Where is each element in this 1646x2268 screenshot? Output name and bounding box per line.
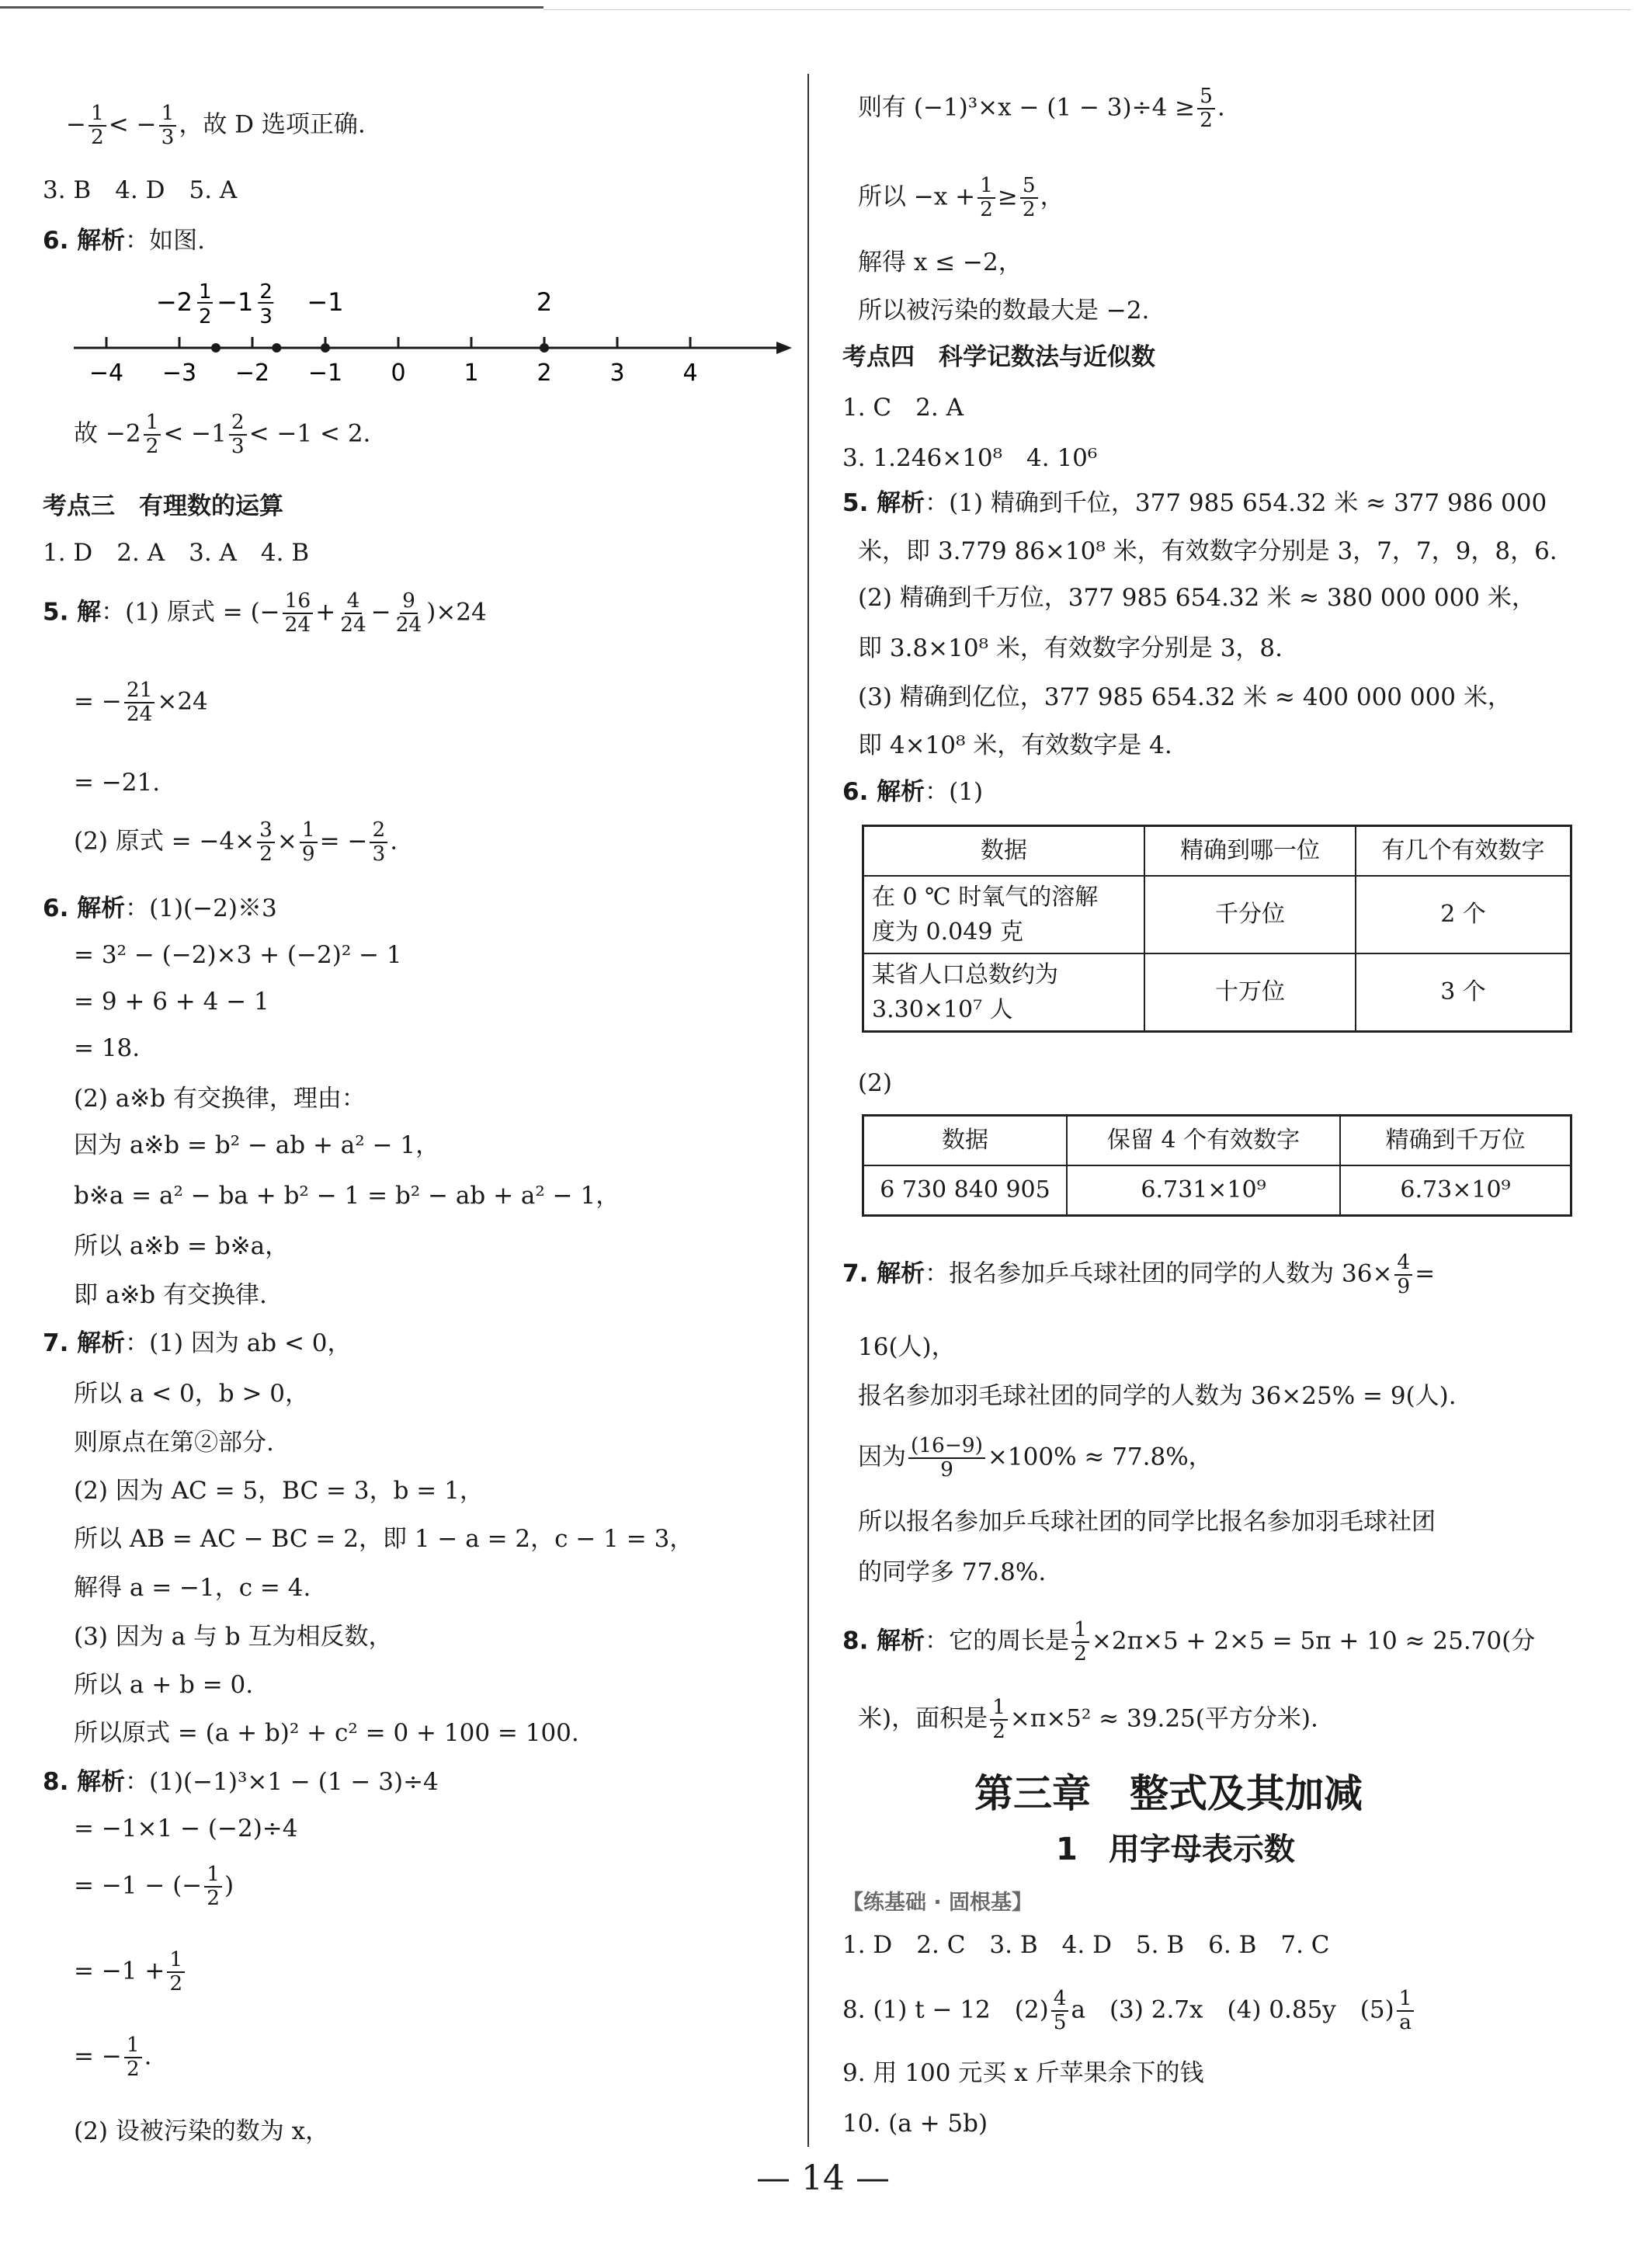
table-header-row [863,826,1571,877]
number-line-point [540,343,549,353]
line-l3: 6. 解析：如图. [43,227,205,255]
table-cell-sig4: 6.731×10⁹ [1067,1165,1340,1216]
line-l6: 5. 解：(1) 原式 = (− $\frac{16}{24}$ + $\frac{4}{24}$ − $\frac{9}{24}$ )×24 [43,589,487,637]
line-r6: 3. 1.246×10⁸ 4. 10⁶ [842,444,1098,472]
line-r26: 10. (a + 5b) [842,2110,988,2138]
line-r2: 所以 −x + $\frac{1}{2}$ ≥ $\frac{5}{2}$ ， [858,174,1064,221]
line-r11: (3) 精确到亿位，377 985 654.32 米 ≈ 400 000 000 米， [858,683,1512,711]
number-line-point-label: −1 [307,287,344,317]
table-header-cell: 数据 [863,1116,1068,1166]
line-r10: 即 3.8×10⁸ 米，有效数字分别是 3，8. [858,634,1283,662]
line-r13: 6. 解析：(1) [842,778,984,806]
line-r8: 米，即 3.779 86×10⁸ 米，有效数字分别是 3，7，7，9，8，6. [858,537,1557,565]
line-l9: (2) 原式 = −4× $\frac{3}{2}$ × $\frac{1}{9}$ = − $\frac{2}{3}$ . [74,818,398,866]
number-line-tick-label: 0 [391,359,406,387]
line-l19: 7. 解析：(1) 因为 ab < 0， [43,1329,352,1357]
number-line-points [156,280,552,353]
line-l33: (2) 设被污染的数为 x， [74,2117,330,2145]
line-r24: 8. (1) t − 12 (2) $\frac{4}{5}$ a (3) 2.7x (4) 0.85y (5) $\frac{1}{a}$ [842,1988,1416,2034]
table-precision-2 [862,1114,1572,1217]
line-r1: 则有 (−1)³×x − (1 − 3)÷4 ≥ $\frac{5}{2}$ . [858,85,1225,132]
table-header-row [863,1116,1571,1166]
number-line-arrow [776,342,792,354]
line-l4: 故 −2 $\frac{1}{2}$ < −1 $\frac{2}{3}$ < −1 < 2. [74,411,371,458]
line-l15: 因为 a※b = b² − ab + a² − 1， [74,1131,440,1159]
line-l13: = 18. [74,1034,141,1062]
line-r5: 1. C 2. A [842,394,964,422]
number-line-point-label: −1 [217,287,254,317]
table-cell-place: 千分位 [1144,876,1356,953]
line-l12: = 9 + 6 + 4 − 1 [74,988,269,1016]
table-cell-data: 6 730 840 905 [863,1165,1068,1216]
table-row [863,1165,1571,1216]
number-line-tick-label: 3 [609,359,625,387]
number-line-frac-num: 1 [199,280,212,304]
table-header-cell: 精确到千万位 [1340,1116,1571,1166]
line-l18: 即 a※b 有交换律. [74,1281,267,1309]
line-r17: 报名参加羽毛球社团的同学的人数为 36×25% = 9(人). [858,1382,1457,1410]
column-divider [807,74,809,2147]
number-line-tick-label: −2 [234,359,270,387]
line-r15: 7. 解析：报名参加乒乓球社团的同学的人数为 36× $\frac{4}{9}$ = [842,1251,1436,1298]
line-l30: = −1 − (− $\frac{1}{2}$ ) [74,1863,234,1910]
table-row [863,953,1571,1032]
number-line-ticks [89,337,698,387]
number-line-tick-label: −4 [89,359,124,387]
table-header-cell: 有几个有效数字 [1356,826,1571,877]
table-header-cell: 保留 4 个有效数字 [1067,1116,1340,1166]
number-line-tick-label: −1 [307,359,343,387]
line-l24: 解得 a = −1，c = 4. [74,1574,311,1602]
line-l29: = −1×1 − (−2)÷4 [74,1815,298,1843]
table-cell-place: 十万位 [1144,953,1356,1032]
line-l1: − $\frac{1}{2}$ < − $\frac{1}{3}$ ，故 D 选项正确. [66,102,366,149]
table-header-cell: 数据 [863,826,1145,877]
number-line-point-label: 2 [536,287,553,317]
table-precision-1 [862,825,1572,1033]
line-r7: 5. 解析：(1) 精确到千位，377 985 654.32 米 ≈ 377 986 000 [842,489,1547,517]
table-row [863,876,1571,953]
number-line-tick-label: 4 [682,359,698,387]
line-l16: b※a = a² − ba + b² − 1 = b² − ab + a² − 1， [74,1182,620,1210]
chapter-title: 第三章 整式及其加减 [974,1771,1363,1816]
number-line-tick-label: −3 [161,359,197,387]
line-r9: (2) 精确到千万位，377 985 654.32 米 ≈ 380 000 000 米， [858,584,1536,612]
number-line-tick-label: 1 [464,359,479,387]
line-r20: 的同学多 77.8%. [858,1558,1047,1586]
line-l31: = −1 + $\frac{1}{2}$ [74,1949,187,1995]
line-r14: (2) [858,1069,892,1097]
line-r23: 1. D 2. C 3. B 4. D 5. B 6. B 7. C [842,1931,1330,1959]
line-l26: 所以 a + b = 0. [74,1671,254,1699]
line-l14: (2) a※b 有交换律，理由： [74,1085,366,1113]
line-r22: 米)，面积是 $\frac{1}{2}$ ×π×5² ≈ 39.25(平方分米). [858,1696,1318,1743]
line-r18: 因为 $\frac{(16-9)}{9}$ ×100% ≈ 77.8%， [858,1434,1213,1481]
number-line-frac-den: 3 [259,305,273,328]
page-number: — 14 — [756,2159,890,2198]
line-l22: (2) 因为 AC = 5，BC = 3，b = 1， [74,1477,484,1505]
table-header-cell: 精确到哪一位 [1144,826,1356,877]
table-cell-data: 某省人口总数约为 3.30×10⁷ 人 [863,953,1145,1032]
number-line-frac-den: 2 [199,305,212,328]
line-l7: = − $\frac{21}{24}$ ×24 [74,679,208,726]
subchapter-title: 1 用字母表示数 [1056,1832,1295,1867]
table-cell-tenmillion: 6.73×10⁹ [1340,1165,1571,1216]
number-line-figure [74,280,796,388]
line-l28: 8. 解析：(1)(−1)³×1 − (1 − 3)÷4 [43,1768,439,1796]
line-r19: 所以报名参加乒乓球社团的同学比报名参加羽毛球社团 [858,1508,1436,1536]
number-line-frac-num: 2 [259,280,273,304]
line-r16: 16(人)， [858,1333,956,1361]
line-l17: 所以 a※b = b※a， [74,1232,290,1260]
table-cell-count: 2 个 [1356,876,1571,953]
line-r3: 解得 x ≤ −2， [858,248,1023,276]
line-l27: 所以原式 = (a + b)² + c² = 0 + 100 = 100. [74,1719,579,1747]
line-l32: = − $\frac{1}{2}$ . [74,2034,152,2081]
line-r21: 8. 解析：它的周长是 $\frac{1}{2}$ ×2π×5 + 2×5 = 5π + 10 ≈ 25.70(分 [842,1618,1536,1665]
number-line-tick-label: 2 [537,359,552,387]
line-r25: 9. 用 100 元买 x 斤苹果余下的钱 [842,2059,1204,2087]
line-l8: = −21. [74,769,161,797]
number-line-point [272,343,281,353]
header-rule-light [543,9,1630,10]
number-line-point [211,343,221,353]
number-line-point [321,343,330,353]
table-cell-data: 在 0 ℃ 时氧气的溶解 度为 0.049 克 [863,876,1145,953]
section-heading-3: 考点三 有理数的运算 [43,492,283,520]
line-l21: 则原点在第②部分. [74,1429,274,1457]
line-l2: 3. B 4. D 5. A [43,176,238,204]
line-l11: = 3² − (−2)×3 + (−2)² − 1 [74,941,402,969]
line-l20: 所以 a < 0，b > 0， [74,1380,309,1408]
table-cell-count: 3 个 [1356,953,1571,1032]
number-line-point-label: −2 [155,287,193,317]
section-heading-4: 考点四 科学记数法与近似数 [842,343,1155,371]
line-l5: 1. D 2. A 3. A 4. B [43,539,310,567]
line-r12: 即 4×10⁸ 米，有效数字是 4. [858,731,1172,759]
line-l25: (3) 因为 a 与 b 互为相反数， [74,1623,393,1651]
practice-tag: 【练基础 · 固根基】 [842,1891,1033,1915]
header-rule [0,6,543,9]
line-l23: 所以 AB = AC − BC = 2，即 1 − a = 2，c − 1 = 3， [74,1525,694,1553]
line-l10: 6. 解析：(1)(−2)※3 [43,894,277,922]
line-r4: 所以被污染的数最大是 −2. [858,297,1150,325]
